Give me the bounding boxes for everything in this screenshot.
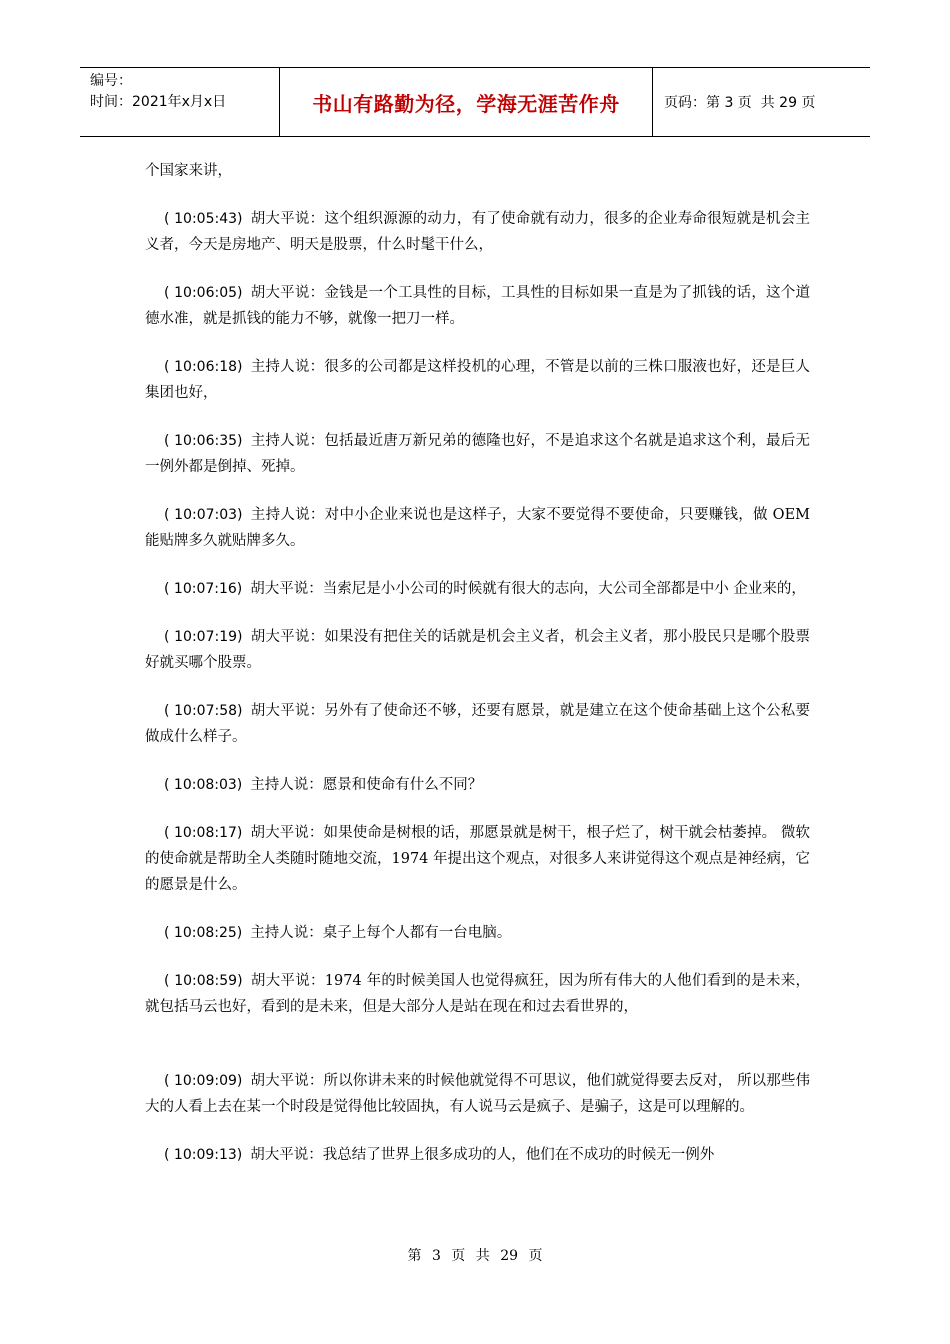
utterance: 愿景和使命有什么不同？ xyxy=(322,777,483,793)
utterance: 如果使命是树根的话，那愿景就是树干，根子烂了，树干就会枯萎掉。 微软的使命就是帮助全人类随时随地交流，1974 年提出这个观点，对很多人来讲觉得这个观点是神经病，它的愿景是什么。 xyxy=(145,825,811,893)
number-label: 编号： xyxy=(90,73,132,89)
document-body xyxy=(145,158,810,1190)
timestamp: ( 10:09:09) xyxy=(164,1073,243,1089)
utterance: 1974 年的时候美国人也觉得疯狂，因为所有伟大的人他们看到的是未来，就包括马云也好，看到的是未来，但是大部分人是站在现在和过去看世界的， xyxy=(145,973,810,1015)
speaker: 胡大平说： xyxy=(250,629,325,645)
header-meta xyxy=(80,68,280,136)
transcript-paragraph xyxy=(145,576,810,602)
speaker: 胡大平说： xyxy=(250,973,325,989)
time-label: 时间：2021年x月x日 xyxy=(90,94,227,110)
utterance: 对中小企业来说也是这样子，大家不要觉得不要使命，只要赚钱，做 OEM 能贴牌多久就贴牌多久。 xyxy=(145,507,810,549)
utterance: 包括最近唐万新兄弟的德隆也好，不是追求这个名就是追求这个利，最后无一例外都是倒掉、死掉。 xyxy=(145,433,810,475)
speaker: 主持人说： xyxy=(250,359,325,375)
timestamp: ( 10:06:18) xyxy=(164,359,243,375)
speaker: 胡大平说： xyxy=(250,703,325,719)
speaker: 胡大平说： xyxy=(250,1147,323,1163)
transcript-paragraph xyxy=(145,1068,810,1120)
timestamp: ( 10:07:58) xyxy=(164,703,243,719)
transcript-paragraph xyxy=(145,1142,810,1168)
utterance: 我总结了世界上很多成功的人，他们在不成功的时候无一例外 xyxy=(322,1147,715,1163)
utterance: 很多的公司都是这样投机的心理，不管是以前的三株口服液也好，还是巨人集团也好， xyxy=(145,359,810,401)
transcript-paragraph xyxy=(145,624,810,676)
speaker: 主持人说： xyxy=(250,925,323,941)
speaker: 胡大平说： xyxy=(250,1073,324,1089)
utterance: 另外有了使命还不够，还要有愿景，就是建立在这个使命基础上这个公私要做成什么样子。 xyxy=(145,703,810,745)
timestamp: ( 10:08:59) xyxy=(164,973,243,989)
transcript-paragraph xyxy=(145,354,810,406)
speaker: 主持人说： xyxy=(250,777,323,793)
transcript-paragraph xyxy=(145,820,810,898)
opening-line: 个国家来讲， xyxy=(145,163,232,179)
transcript-paragraph xyxy=(145,968,810,1020)
timestamp: ( 10:08:03) xyxy=(164,777,243,793)
timestamp: ( 10:08:25) xyxy=(164,925,243,941)
page-label: 页码：第 3 页 共 29 页 xyxy=(664,95,816,111)
timestamp: ( 10:06:05) xyxy=(164,285,243,301)
utterance: 如果没有把住关的话就是机会主义者，机会主义者，那小股民只是哪个股票好就买哪个股票。 xyxy=(145,629,810,671)
speaker: 主持人说： xyxy=(250,507,325,523)
transcript-paragraph xyxy=(145,698,810,750)
transcript-paragraph xyxy=(145,428,810,480)
timestamp: ( 10:06:35) xyxy=(164,433,243,449)
transcript-paragraph xyxy=(145,206,810,258)
motto-text: 书山有路勤为径，学海无涯苦作舟 xyxy=(312,91,620,116)
transcript-paragraph xyxy=(145,280,810,332)
page-footer: 第 3 页 共 29 页 xyxy=(407,1248,543,1264)
utterance: 金钱是一个工具性的目标，工具性的目标如果一直是为了抓钱的话，这个道德水准，就是抓钱的能力不够，就像一把刀一样。 xyxy=(145,285,810,327)
utterance: 所以你讲未来的时候他就觉得不可思议，他们就觉得要去反对， 所以那些伟大的人看上去在某一个时段是觉得他比较固执，有人说马云是疯子、是骗子，这是可以理解的。 xyxy=(145,1073,810,1115)
timestamp: ( 10:09:13) xyxy=(164,1147,243,1163)
timestamp: ( 10:07:16) xyxy=(164,581,243,597)
transcript-paragraph xyxy=(145,502,810,554)
speaker: 胡大平说： xyxy=(250,825,324,841)
utterance: 这个组织源源的动力，有了使命就有动力，很多的企业寿命很短就是机会主义者，今天是房地产、明天是股票，什么时髦干什么， xyxy=(145,211,810,253)
transcript-paragraph xyxy=(145,772,810,798)
timestamp: ( 10:07:19) xyxy=(164,629,243,645)
utterance: 当索尼是小小公司的时候就有很大的志向，大公司全部都是中小 企业来的， xyxy=(322,581,806,597)
header-page-info xyxy=(653,68,870,136)
timestamp: ( 10:08:17) xyxy=(164,825,243,841)
speaker: 主持人说： xyxy=(250,433,325,449)
speaker: 胡大平说： xyxy=(250,285,325,301)
header-motto xyxy=(280,68,653,136)
timestamp: ( 10:07:03) xyxy=(164,507,243,523)
speaker: 胡大平说： xyxy=(250,581,323,597)
page-header xyxy=(80,67,870,137)
speaker: 胡大平说： xyxy=(250,211,325,227)
timestamp: ( 10:05:43) xyxy=(164,211,243,227)
transcript-paragraph xyxy=(145,920,810,946)
utterance: 桌子上每个人都有一台电脑。 xyxy=(322,925,512,941)
